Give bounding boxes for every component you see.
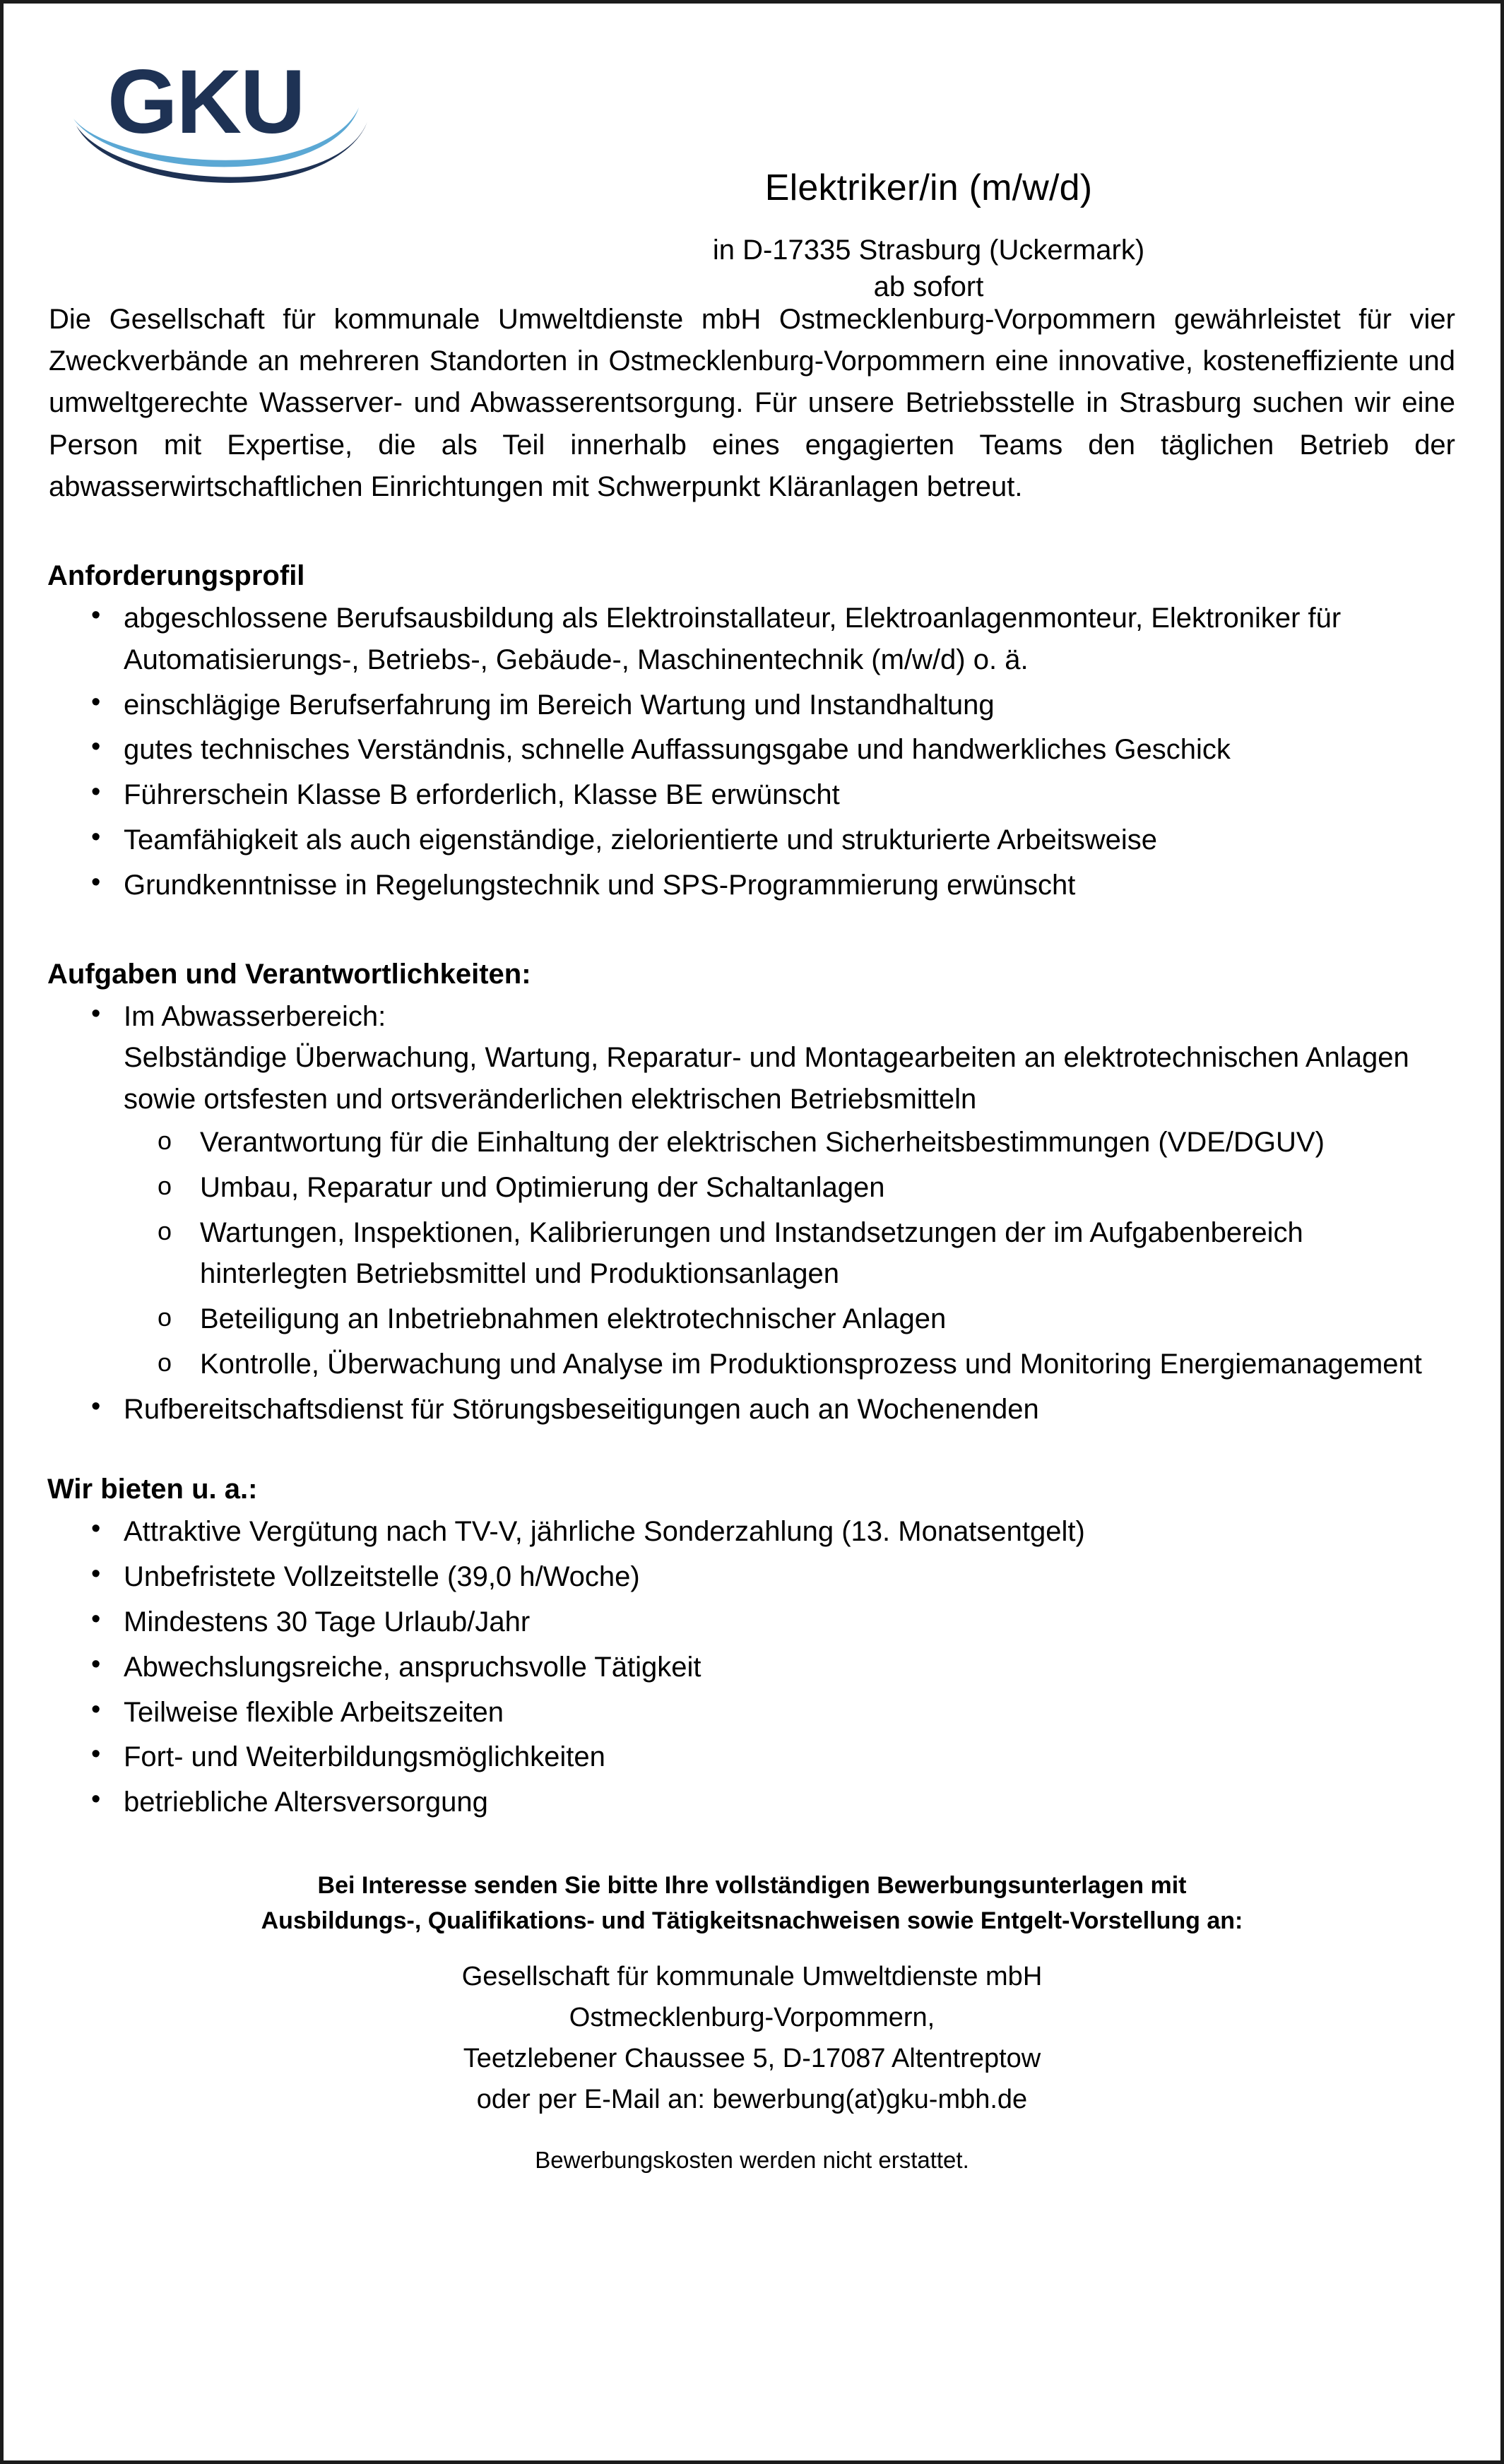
section-heading-requirements: Anforderungsprofil [47,559,305,591]
list-item [47,996,1457,1385]
list-item-text: Teilweise flexible Arbeitszeiten [124,1696,504,1728]
list-item [47,1647,1457,1688]
job-start-date: ab sofort [873,271,984,303]
list-item [124,1344,1457,1385]
list-item [47,1736,1457,1778]
list-item-text: Kontrolle, Überwachung und Analyse im Produktionsprozess und Monitoring Energiemanagement [200,1348,1422,1380]
list-item [124,1122,1457,1163]
list-item-text: Rufbereitschaftsdienst für Störungsbeseitigungen auch an Wochenenden [124,1393,1039,1425]
company-name-line2: Ostmecklenburg-Vorpommern, [569,2003,935,2033]
list-item [47,729,1457,771]
list-item [47,1601,1457,1643]
logo-wordmark: GKU [107,52,304,153]
application-instructions [47,1868,1457,1938]
list-item [47,1692,1457,1734]
intro-paragraph: Die Gesellschaft für kommunale Umweltdienste mbH Ostmecklenburg-Vorpommern gewährleistet für vier Zweckverbände an mehreren Standorten in Ostmecklenburg-Vorpommern eine innovative, kosteneffiziente und umweltgerechte Wasserver- und Abwasserentsorgung. Für unsere Betriebsstelle in Strasburg suchen wir eine Person mit Expertise, die als Teil innerhalb eines engagierten Teams den täglichen Betrieb der abwasserwirtschaftlichen Einrichtungen mit Schwerpunkt Kläranlagen betreut. [49,304,1455,502]
section-heading-offer: Wir bieten u. a.: [47,1474,258,1505]
task-group-label: • Im Abwasserbereich: [124,1000,386,1032]
requirements-list [47,598,1457,906]
list-item-text: Beteiligung an Inbetriebnahmen elektrotechnischer Anlagen [200,1303,947,1335]
task-subitems-wrapper [124,1122,1457,1385]
list-item-text: Grundkenntnisse in Regelungstechnik und SPS-Programmierung erwünscht [124,869,1076,901]
document-footer [47,1868,1457,2176]
list-item [124,1298,1457,1340]
application-instructions-line1: Bei Interesse senden Sie bitte Ihre vollständigen Bewerbungsunterlagen mit [317,1872,1187,1900]
task-group-text: Selbständige Überwachung, Wartung, Reparatur- und Montagearbeiten an elektrotechnischen Anlagen sowie ortsfesten und ortsveränderlichen elektrischen Betriebsmitteln [124,1042,1409,1115]
list-item-text: Attraktive Vergütung nach TV-V, jährliche Sonderzahlung (13. Monatsentgelt) [124,1516,1085,1548]
list-item-text: abgeschlossene Berufsausbildung als Elektroinstallateur, Elektroanlagenmonteur, Elektroniker für Automatisierungs-, Betriebs-, Gebäude-, Maschinentechnik (m/w/d) o. ä. [124,602,1342,675]
list-item [47,598,1457,681]
list-item-text: Führerschein Klasse B erforderlich, Klasse BE erwünscht [124,779,840,811]
list-item [47,774,1457,816]
list-item-text: Abwechslungsreiche, anspruchsvolle Tätigkeit [124,1651,701,1683]
document-header [47,4,1457,303]
list-item-text: Teamfähigkeit als auch eigenständige, zielorientierte und strukturierte Arbeitsweise [124,824,1158,855]
list-item-text: Fort- und Weiterbildungsmöglichkeiten [124,1741,605,1773]
company-name-line1: Gesellschaft für kommunale Umweltdienste mbH [461,1962,1043,1992]
tasks-sublist [124,1122,1457,1385]
list-item [47,819,1457,861]
list-item [47,1556,1457,1598]
list-item-text: Verantwortung für die Einhaltung der elektrischen Sicherheitsbestimmungen (VDE/DGUV) [200,1126,1325,1158]
list-item [124,1212,1457,1296]
title-block [401,166,1457,305]
list-item-text: einschlägige Berufserfahrung im Bereich Wartung und Instandhaltung [124,689,995,721]
page-content [4,4,1500,2460]
list-item-text: gutes technisches Verständnis, schnelle Auffassungsgabe und handwerkliches Geschick [124,734,1231,766]
offer-list [47,1511,1457,1823]
list-item [47,1782,1457,1823]
list-item-text: Unbefristete Vollzeitstelle (39,0 h/Woche) [124,1561,640,1593]
list-item [124,1167,1457,1209]
list-item [47,865,1457,906]
list-item-text: Wartungen, Inspektionen, Kalibrierungen und Instandsetzungen der im Aufgabenbereich hinterlegten Betriebsmittel und Produktionsanlagen [200,1216,1303,1290]
job-location: in D-17335 Strasburg (Uckermark) [712,235,1145,266]
list-item [47,685,1457,726]
list-item-text: Umbau, Reparatur und Optimierung der Schaltanlagen [200,1171,885,1203]
gku-logo [72,42,376,191]
application-cost-note: Bewerbungskosten werden nicht erstattet. [535,2147,969,2174]
company-street-address: Teetzlebener Chaussee 5, D-17087 Altentreptow [463,2043,1041,2073]
list-item-text: betriebliche Altersversorgung [124,1787,488,1818]
list-item [47,1389,1457,1431]
company-email: oder per E-Mail an: bewerbung(at)gku-mbh.de [476,2084,1028,2114]
tasks-list [47,996,1457,1431]
company-address [47,1957,1457,2120]
application-instructions-line2: Ausbildungs-, Qualifikations- und Tätigkeitsnachweisen sowie Entgelt-Vorstellung an: [261,1907,1243,1934]
section-heading-tasks: Aufgaben und Verantwortlichkeiten: [47,958,531,990]
list-item [47,1511,1457,1553]
page-title: Elektriker/in (m/w/d) [764,167,1093,208]
list-item-text: Mindestens 30 Tage Urlaub/Jahr [124,1606,531,1638]
